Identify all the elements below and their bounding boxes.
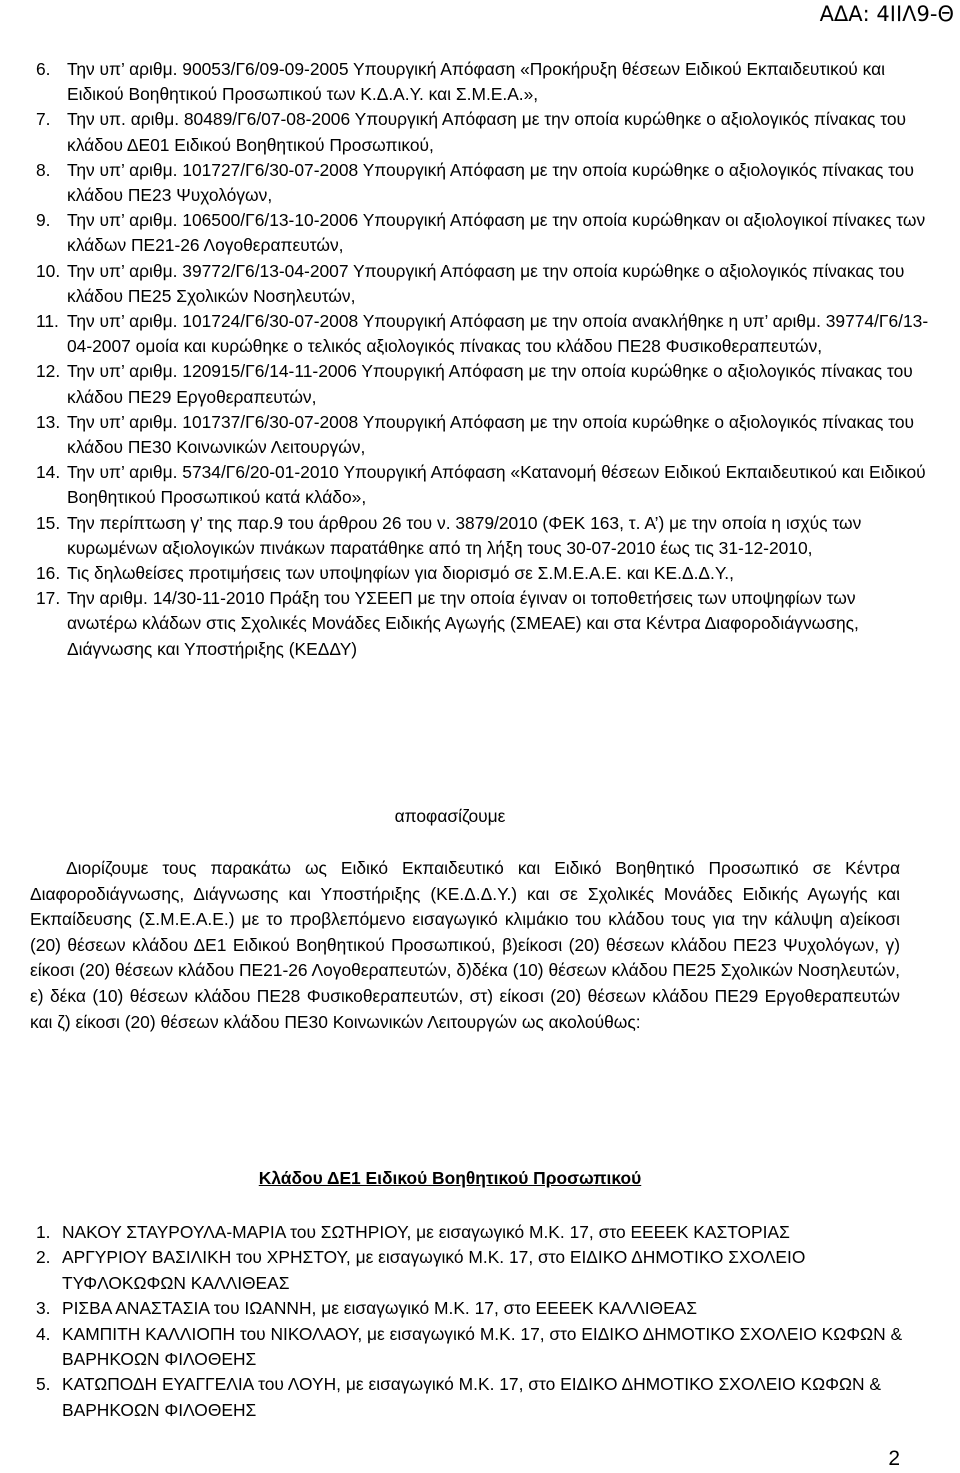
item-number: 5. (36, 1374, 51, 1395)
list-item (30, 1296, 910, 1321)
list-item (30, 1220, 910, 1245)
decision-paragraph: Διορίζουμε τους παρακάτω ως Ειδικό Εκπαιδευτικό και Ειδικό Βοηθητικό Προσωπικό σε Κέντρα Διαφοροδιάγνωσης, Διάγνωσης και Υποστήριξης (ΚΕ.Δ.Δ.Υ.) και σε Σχολικές Μονάδες Ειδικής Αγωγής και Εκπαίδευσης (Σ.Μ.Ε.Α.Ε.) με το προβλεπόμενο εισαγωγικό κλιμάκιο του κλάδου τους για την κάλυψη α)είκοσι (20) θέσεων κλάδου ΔΕ1 Ειδικού Βοηθητικού Προσωπικού, β)είκοσι (20) θέσεων κλάδου ΠΕ23 Ψυχολόγων, γ) είκοσι (20) θέσεων κλάδου ΠΕ21-26 Λογοθεραπευτών, δ)δέκα (10) θέσεων κλάδου ΠΕ25 Σχολικών Νοσηλευτών, ε) δέκα (10) θέσεων κλάδου ΠΕ28 Φυσικοθεραπευτών, στ) είκοσι (20) θέσεων κλάδου ΠΕ29 Εργοθεραπευτών και ζ) είκοσι (20) θέσεων κλάδου ΠΕ30 Κοινωνικών Λειτουργών ως ακολούθως: (30, 858, 900, 1032)
item-number: 10. (36, 260, 61, 281)
considerations-list (30, 57, 930, 662)
item-text: Την υπ’ αριθμ. 90053/Γ6/09-09-2005 Υπουργική Απόφαση «Προκήρυξη θέσεων Ειδικού Εκπαιδευτικού και Ειδικού Βοηθητικού Προσωπικού των Κ.Δ.Α.Υ. και Σ.Μ.Ε.Α.», (67, 59, 885, 105)
consideration-item (30, 511, 930, 561)
ada-code: ΑΔΑ: 4ΙΙΛ9-Θ (819, 2, 954, 26)
item-text: Τις δηλωθείσες προτιμήσεις των υποψηφίων για διορισμό σε Σ.Μ.Ε.Α.Ε. και ΚΕ.Δ.Δ.Υ., (67, 563, 734, 584)
appointees-list (30, 1220, 910, 1423)
item-text: Την υπ. αριθμ. 80489/Γ6/07-08-2006 Υπουργική Απόφαση με την οποία κυρώθηκε ο αξιολογικός πίνακας του κλάδου ΔΕ01 Ειδικού Βοηθητικού Προσωπικού, (67, 109, 907, 155)
decision-heading: αποφασίζουμε (394, 806, 506, 826)
item-text: Την υπ’ αριθμ. 39772/Γ6/13-04-2007 Υπουργική Απόφαση με την οποία κυρώθηκε ο αξιολογικός πίνακας του κλάδου ΠΕ25 Σχολικών Νοσηλευτών, (67, 260, 905, 306)
consideration-item (30, 158, 930, 208)
item-number: 1. (36, 1222, 51, 1242)
item-number: 8. (36, 159, 51, 180)
page-number: 2 (888, 1447, 900, 1470)
item-text: ΑΡΓΥΡΙΟΥ ΒΑΣΙΛΙΚΗ του ΧΡΗΣΤΟΥ, με εισαγωγικό Μ.Κ. 17, στο ΕΙΔΙΚΟ ΔΗΜΟΤΙΚΟ ΣΧΟΛΕΙΟ ΤΥΦΛΟΚΩΦΩΝ ΚΑΛΛΙΘΕΑΣ (62, 1247, 806, 1293)
consideration-item (30, 410, 930, 460)
item-text: ΝΑΚΟΥ ΣΤΑΥΡΟΥΛΑ-ΜΑΡΙΑ του ΣΩΤΗΡΙΟΥ, με εισαγωγικό Μ.Κ. 17, στο ΕΕΕΕΚ ΚΑΣΤΟΡΙΑΣ (62, 1222, 790, 1242)
item-number: 4. (36, 1323, 51, 1344)
list-item (30, 1322, 910, 1373)
branch-title: Κλάδου ΔΕ1 Ειδικού Βοηθητικού Προσωπικού (258, 1168, 642, 1188)
item-text: Την υπ’ αριθμ. 106500/Γ6/13-10-2006 Υπουργική Απόφαση με την οποία κυρώθηκαν οι αξιολογικοί πίνακες των κλάδων ΠΕ21-26 Λογοθεραπευτών, (67, 210, 926, 256)
list-item (30, 1372, 910, 1423)
item-number: 9. (36, 210, 51, 231)
item-text: ΡΙΣΒΑ ΑΝΑΣΤΑΣΙΑ του ΙΩΑΝΝΗ, με εισαγωγικό Μ.Κ. 17, στο ΕΕΕΕΚ ΚΑΛΛΙΘΕΑΣ (62, 1298, 698, 1319)
item-number: 2. (36, 1247, 51, 1268)
item-number: 17. (36, 588, 61, 609)
item-number: 14. (36, 462, 61, 483)
item-number: 6. (36, 59, 51, 79)
item-text: Την υπ’ αριθμ. 120915/Γ6/14-11-2006 Υπουργική Απόφαση με την οποία κυρώθηκε ο αξιολογικός πίνακας του κλάδου ΠΕ29 Εργοθεραπευτών, (67, 361, 913, 407)
item-text: Την υπ’ αριθμ. 101727/Γ6/30-07-2008 Υπουργική Απόφαση με την οποία κυρώθηκε ο αξιολογικός πίνακας του κλάδου ΠΕ23 Ψυχολόγων, (67, 159, 915, 206)
item-number: 7. (36, 109, 51, 130)
item-text: Την υπ’ αριθμ. 101724/Γ6/30-07-2008 Υπουργική Απόφαση με την οποία ανακλήθηκε η υπ’ αριθμ. 39774/Γ6/13-04-2007 ομοία και κυρώθηκε ο τελικός αξιολογικός πίνακας του κλάδου ΠΕ28 Φυσικοθεραπευτών, (67, 311, 929, 357)
item-number: 16. (36, 563, 61, 584)
consideration-item (30, 259, 930, 309)
consideration-item (30, 107, 930, 157)
item-number: 15. (36, 512, 61, 533)
item-number: 12. (36, 361, 61, 382)
list-item (30, 1245, 910, 1296)
item-number: 13. (36, 411, 61, 432)
item-text: Την περίπτωση γ’ της παρ.9 του άρθρου 26 του ν. 3879/2010 (ΦΕΚ 163, τ. Α’) με την οποία η ισχύς των κυρωμένων αξιολογικών πινάκων παρατάθηκε από τη λήξη τους 30-07-2010 έως τις 31-12-2010, (67, 512, 862, 558)
item-number: 3. (36, 1298, 51, 1319)
consideration-item (30, 309, 930, 359)
consideration-item (30, 57, 930, 107)
consideration-item (30, 561, 930, 586)
consideration-item (30, 208, 930, 258)
item-text: ΚΑΤΩΠΟΔΗ ΕΥΑΓΓΕΛΙΑ του ΛΟΥΗ, με εισαγωγικό Μ.Κ. 17, στο ΕΙΔΙΚΟ ΔΗΜΟΤΙΚΟ ΣΧΟΛΕΙΟ ΚΩΦΩΝ & ΒΑΡΗΚΟΩΝ ΦΙΛΟΘΕΗΣ (62, 1374, 881, 1420)
consideration-item (30, 586, 930, 662)
item-text: Την υπ’ αριθμ. 101737/Γ6/30-07-2008 Υπουργική Απόφαση με την οποία κυρώθηκε ο αξιολογικός πίνακας του κλάδου ΠΕ30 Κοινωνικών Λειτουργών, (67, 411, 915, 458)
consideration-item (30, 359, 930, 409)
item-text: Την υπ’ αριθμ. 5734/Γ6/20-01-2010 Υπουργική Απόφαση «Κατανομή θέσεων Ειδικού Εκπαιδευτικού και Ειδικού Βοηθητικού Προσωπικού κατά κλάδο», (67, 462, 926, 508)
consideration-item (30, 460, 930, 510)
item-text: Την αριθμ. 14/30-11-2010 Πράξη του ΥΣΕΕΠ με την οποία έγιναν οι τοποθετήσεις των υποψηφίων των ανωτέρω κλάδων στις Σχολικές Μονάδες Ειδικής Αγωγής (ΣΜΕΑΕ) και στα Κέντρα Διαφοροδιάγνωσης, Διάγνωσης και Υποστήριξης (ΚΕΔΔΥ) (67, 588, 859, 659)
item-text: ΚΑΜΠΙΤΗ ΚΑΛΛΙΟΠΗ του ΝΙΚΟΛΑΟΥ, με εισαγωγικό Μ.Κ. 17, στο ΕΙΔΙΚΟ ΔΗΜΟΤΙΚΟ ΣΧΟΛΕΙΟ ΚΩΦΩΝ & ΒΑΡΗΚΟΩΝ ΦΙΛΟΘΕΗΣ (62, 1323, 903, 1370)
item-number: 11. (36, 311, 59, 332)
